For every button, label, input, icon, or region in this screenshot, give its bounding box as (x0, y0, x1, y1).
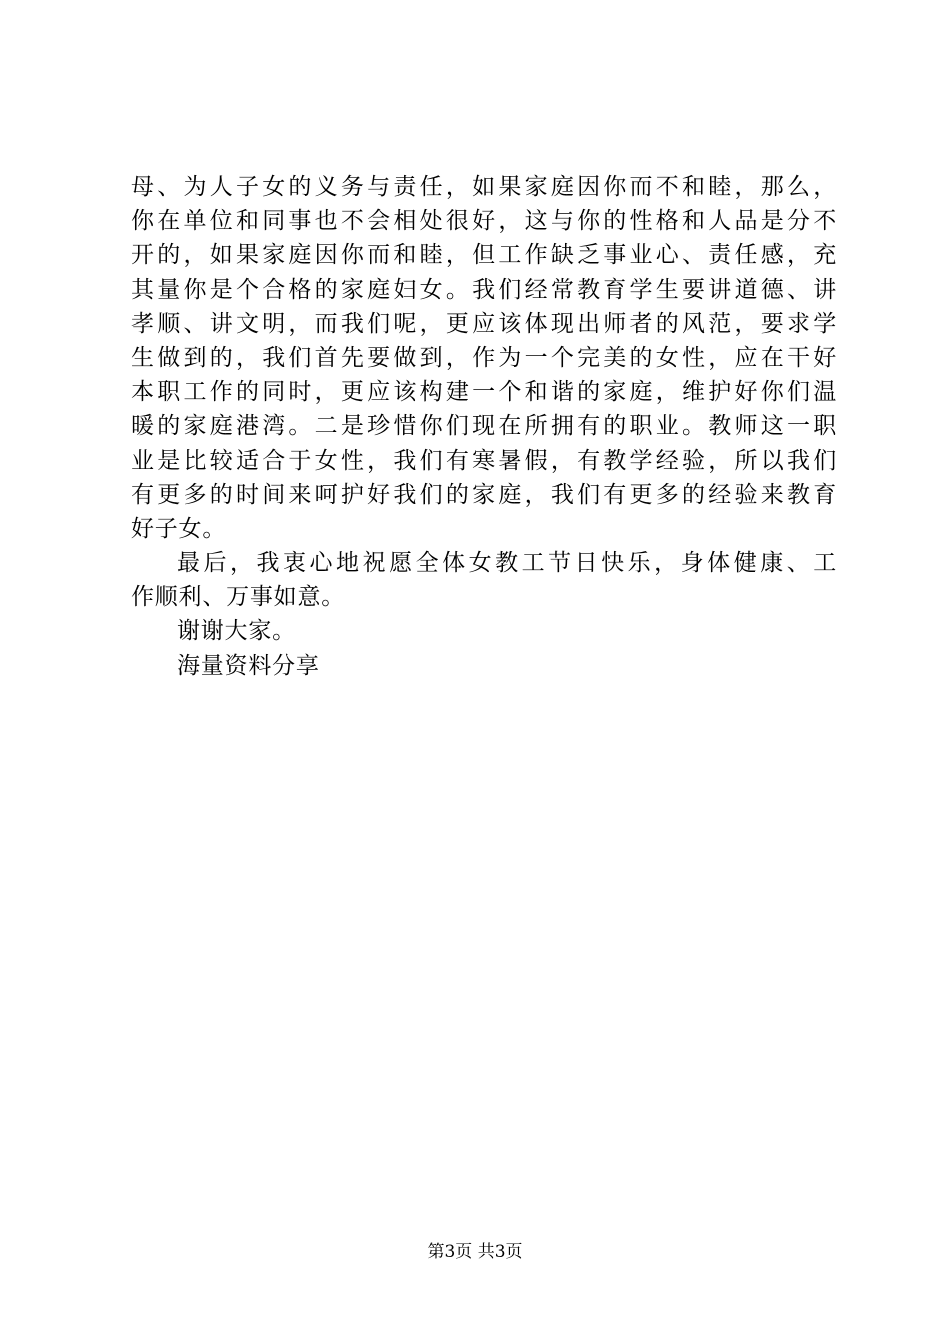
share-note: 海量资料分享 (177, 652, 320, 679)
paragraph-line: 本职工作的同时，更应该构建一个和谐的家庭，维护好你们温 (131, 379, 837, 406)
closing-line: 最后，我衷心地祝愿全体女教工节日快乐，身体健康、工 (177, 550, 837, 577)
paragraph-line: 母、为人子女的义务与责任，如果家庭因你而不和睦，那么， (131, 174, 837, 200)
paragraph-line: 孝顺、讲文明，而我们呢，更应该体现出师者的风范，要求学 (131, 310, 837, 337)
paragraph-line: 你在单位和同事也不会相处很好，这与你的性格和人品是分不 (131, 208, 837, 235)
thanks-line: 谢谢大家。 (177, 618, 296, 645)
paragraph-line: 生做到的，我们首先要做到，作为一个完美的女性，应在干好 (131, 344, 837, 371)
document-body (131, 170, 837, 683)
paragraph-line: 业是比较适合于女性，我们有寒暑假，有教学经验，所以我们 (131, 447, 837, 474)
paragraph-line: 开的，如果家庭因你而和睦，但工作缺乏事业心、责任感，充 (131, 242, 837, 269)
paragraph-line: 有更多的时间来呵护好我们的家庭，我们有更多的经验来教育 (131, 481, 837, 508)
paragraph-line: 暖的家庭港湾。二是珍惜你们现在所拥有的职业。教师这一职 (131, 413, 837, 440)
paragraph-line: 其量你是个合格的家庭妇女。我们经常教育学生要讲道德、讲 (131, 276, 837, 303)
closing-line: 作顺利、万事如意。 (131, 584, 346, 611)
page-footer: 第3页 共3页 (427, 1242, 523, 1262)
paragraph-line: 好子女。 (131, 515, 227, 542)
